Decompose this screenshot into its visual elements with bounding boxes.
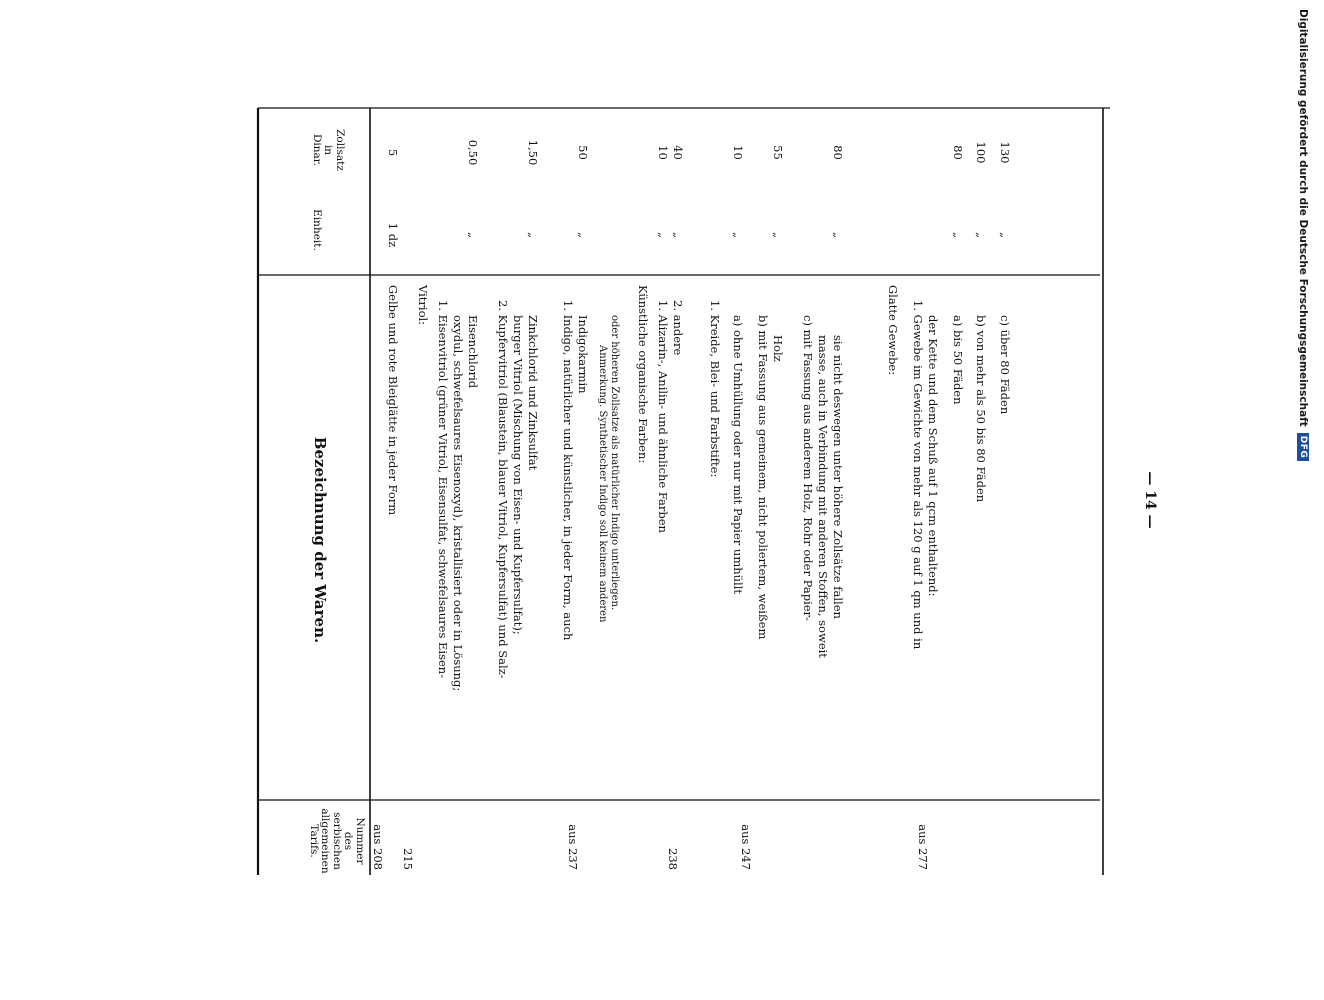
ware-line: 2. Kupfervitriol (Blaustein, blauer Vitriol, Kupfersulfat) und Salz- bbox=[496, 300, 510, 679]
unit-cell: „ bbox=[771, 232, 785, 238]
ware-line: sie nicht deswegen unter höhere Zollsätze fallen bbox=[831, 335, 845, 619]
header-bezeichnung: Bezeichnung der Waren. bbox=[311, 436, 329, 644]
ware-line: oxydul, schwefelsaures Eisenoxyd), kristallisiert oder in Lösung; bbox=[451, 315, 465, 692]
ware-line: 2. andere bbox=[671, 300, 685, 356]
ware-line: Holz bbox=[771, 335, 785, 362]
ware-line: b) von mehr als 50 bis 80 Fäden bbox=[974, 315, 988, 503]
rate-cell: 0,50 bbox=[466, 139, 480, 166]
rate-cell: 100 bbox=[974, 141, 988, 164]
ware-line: 1. Alizarin-, Anilin- und ähnliche Farben bbox=[656, 300, 670, 533]
ware-line: masse, auch in Verbindung mit anderen Stoffen, soweit bbox=[816, 335, 830, 658]
header-nummer: Nummer des serbischen allgemeinen Tarifs. bbox=[308, 808, 366, 874]
tariff-number: aus 277 bbox=[916, 824, 930, 870]
rate-cell: 10 bbox=[656, 145, 670, 160]
rate-cell: 80 bbox=[951, 145, 965, 160]
attribution-strip bbox=[1294, 9, 1312, 769]
rate-cell: 55 bbox=[771, 145, 785, 160]
unit-cell: „ bbox=[466, 232, 480, 238]
ware-line: Glatte Gewebe: bbox=[886, 285, 900, 376]
rate-cell: 5 bbox=[386, 148, 400, 157]
ware-line: a) bis 50 Fäden bbox=[951, 315, 965, 405]
header-einheit: Einheit. bbox=[311, 209, 323, 251]
page-number: — 14 — bbox=[1142, 471, 1158, 529]
unit-cell: „ bbox=[951, 232, 965, 238]
ware-line: 1. Gewebe im Gewichte von mehr als 120 g auf 1 qm und in bbox=[911, 300, 925, 650]
annotation-line: Anmerkung. Synthetischer Indigo soll keinem anderen bbox=[597, 345, 608, 623]
rate-cell: 80 bbox=[831, 145, 845, 160]
ware-line: c) über 80 Fäden bbox=[998, 315, 1012, 415]
ware-line: c) mit Fassung aus anderem Holz, Rohr oder Papier- bbox=[801, 315, 815, 621]
ware-line: Indigokarmin bbox=[576, 315, 590, 394]
unit-cell: „ bbox=[831, 232, 845, 238]
ware-line: 1. Indigo, natürlicher und künstlicher, in jeder Form, auch bbox=[561, 300, 575, 641]
unit-cell: 1 dz bbox=[386, 222, 400, 248]
tariff-number: 238 bbox=[666, 848, 680, 870]
ware-line: Gelbe und rote Bleiglätte in jeder Form bbox=[386, 285, 400, 516]
unit-cell: „ bbox=[526, 232, 540, 238]
unit-cell: „ bbox=[731, 232, 745, 238]
annotation-line: oder höheren Zollsatze als natürlicher Indigo unterliegen. bbox=[609, 315, 620, 611]
ware-line: Eisenchlorid bbox=[466, 315, 480, 389]
unit-cell: „ bbox=[576, 232, 590, 238]
tariff-number: aus 208 bbox=[371, 824, 385, 870]
ware-line: b) mit Fassung aus gemeinem, nicht poliertem, weißem bbox=[756, 315, 770, 640]
ware-line: Vitriol: bbox=[416, 285, 430, 326]
ware-line: 1. Kreide, Blei- und Farbstifte: bbox=[708, 300, 722, 478]
ware-line: Zinkchlorid und Zinksulfat bbox=[526, 315, 540, 471]
ware-line: 1. Eisenvitriol (grüner Vitriol, Eisensulfat, schwefelsaures Eisen- bbox=[436, 300, 450, 679]
unit-cell: „ bbox=[998, 232, 1012, 238]
rate-cell: 50 bbox=[576, 145, 590, 160]
rate-cell: 1,50 bbox=[526, 139, 540, 166]
unit-cell: „ bbox=[656, 232, 670, 238]
rate-cell: 130 bbox=[998, 141, 1012, 164]
tariff-number: 215 bbox=[401, 848, 415, 870]
unit-cell: „ bbox=[671, 232, 685, 238]
rate-cell: 10 bbox=[731, 145, 745, 160]
header-zollsatz: Zollsatz in Dinar. bbox=[311, 129, 346, 171]
unit-cell: „ bbox=[974, 232, 988, 238]
ware-line: der Kette und dem Schuß auf 1 qcm enthaltend: bbox=[926, 315, 940, 597]
tariff-number: aus 247 bbox=[739, 824, 753, 870]
rate-cell: 40 bbox=[671, 145, 685, 160]
tariff-number: aus 237 bbox=[566, 824, 580, 870]
ware-line: Künstliche organische Farben: bbox=[636, 285, 650, 464]
ware-line: a) ohne Umhüllung oder nur mit Papier umhüllt bbox=[731, 315, 745, 595]
ware-line: burger Vitriol (Mischung von Eisen- und Kupfersulfat); bbox=[511, 315, 525, 635]
tariff-table-page bbox=[250, 90, 1158, 890]
dfg-logo: DFG bbox=[1297, 433, 1309, 462]
attribution-text: Digitalisierung gefördert durch die Deutsche Forschungsgemeinschaft bbox=[1297, 9, 1309, 427]
